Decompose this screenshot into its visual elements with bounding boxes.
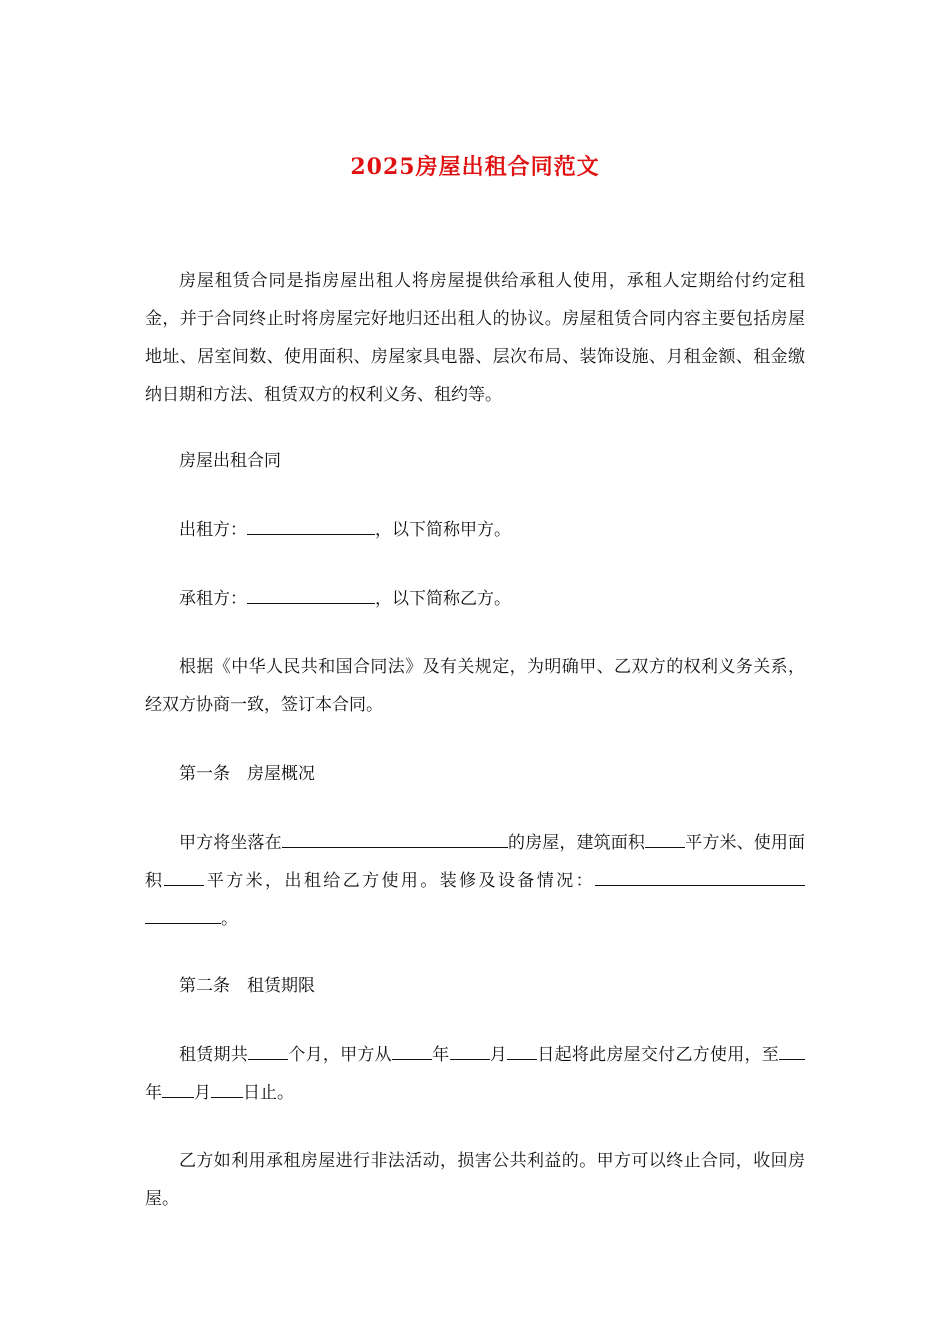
article2-text-1: 租赁期共: [179, 1045, 249, 1065]
article1-text-2: 的房屋，建筑面积: [507, 833, 646, 853]
basis-text: 根据《中华人民共和国合同法》及有关规定，为明确甲、乙双方的权利义务关系，经双方协商一致，签订本合同。: [145, 657, 805, 715]
end-year-blank: [779, 1039, 805, 1060]
article1-heading: 第一条 房屋概况: [179, 764, 315, 784]
article1-text-1: 甲方将坐落在: [179, 833, 282, 853]
lessor-suffix: ，以下简称甲方。: [375, 520, 511, 540]
lessor-line: [145, 511, 805, 549]
months-blank: [248, 1039, 288, 1060]
article2-text-7: 月: [194, 1083, 211, 1103]
article1-text-3: 平方米、使用面积: [145, 833, 806, 891]
intro-paragraph: [145, 262, 805, 414]
lessee-line: [145, 580, 805, 618]
end-month-blank: [162, 1077, 194, 1098]
contract-heading: 房屋出租合同: [179, 451, 281, 471]
start-month-blank: [450, 1039, 490, 1060]
equipment-blank: [595, 865, 805, 886]
article1-paragraph: [145, 824, 805, 938]
building-area-blank: [645, 827, 685, 848]
intro-text: 房屋租赁合同是指房屋出租人将房屋提供给承租人使用，承租人定期给付约定租金，并于合同终止时将房屋完好地归还出租人的协议。房屋租赁合同内容主要包括房屋地址、居室间数、使用面积、房屋家具电器、层次布局、装饰设施、月租金额、租金缴纳日期和方法、租赁双方的权利义务、租约等。: [145, 271, 805, 405]
article2-text-2: 个月，甲方从: [288, 1045, 392, 1065]
article2-text-8: 日止。: [243, 1083, 294, 1103]
article2-text-4: 月: [489, 1045, 508, 1065]
article2-text-6: 年: [145, 1083, 162, 1103]
lessor-blank: [247, 514, 375, 535]
article2-heading: 第二条 租赁期限: [179, 976, 315, 996]
article1-text-5: 。: [221, 909, 238, 929]
usable-area-blank: [164, 865, 204, 886]
article2-text-5: 日起将此房屋交付乙方使用，至: [537, 1045, 780, 1065]
contract-heading-block: [145, 442, 805, 480]
article2-text-3: 年: [431, 1045, 450, 1065]
article2-heading-block: [145, 967, 805, 1005]
document-title: 2025房屋出租合同范文: [350, 154, 600, 180]
start-day-blank: [507, 1039, 537, 1060]
article1-heading-block: [145, 755, 805, 793]
end-day-blank: [211, 1077, 243, 1098]
address-blank: [282, 827, 508, 848]
lessee-blank: [247, 583, 375, 604]
article2-paragraph: [145, 1036, 805, 1112]
termination-text: 乙方如利用承租房屋进行非法活动，损害公共利益的。甲方可以终止合同，收回房屋。: [145, 1151, 805, 1209]
lessee-suffix: ，以下简称乙方。: [375, 589, 511, 609]
lessor-label: 出租方：: [179, 520, 247, 540]
termination-paragraph: [145, 1142, 805, 1218]
basis-paragraph: [145, 648, 805, 724]
equipment-blank-continued: [145, 903, 221, 924]
start-year-blank: [392, 1039, 432, 1060]
article1-text-4: 平方米，出租给乙方使用。装修及设备情况：: [204, 871, 596, 891]
lessee-label: 承租方：: [179, 589, 247, 609]
